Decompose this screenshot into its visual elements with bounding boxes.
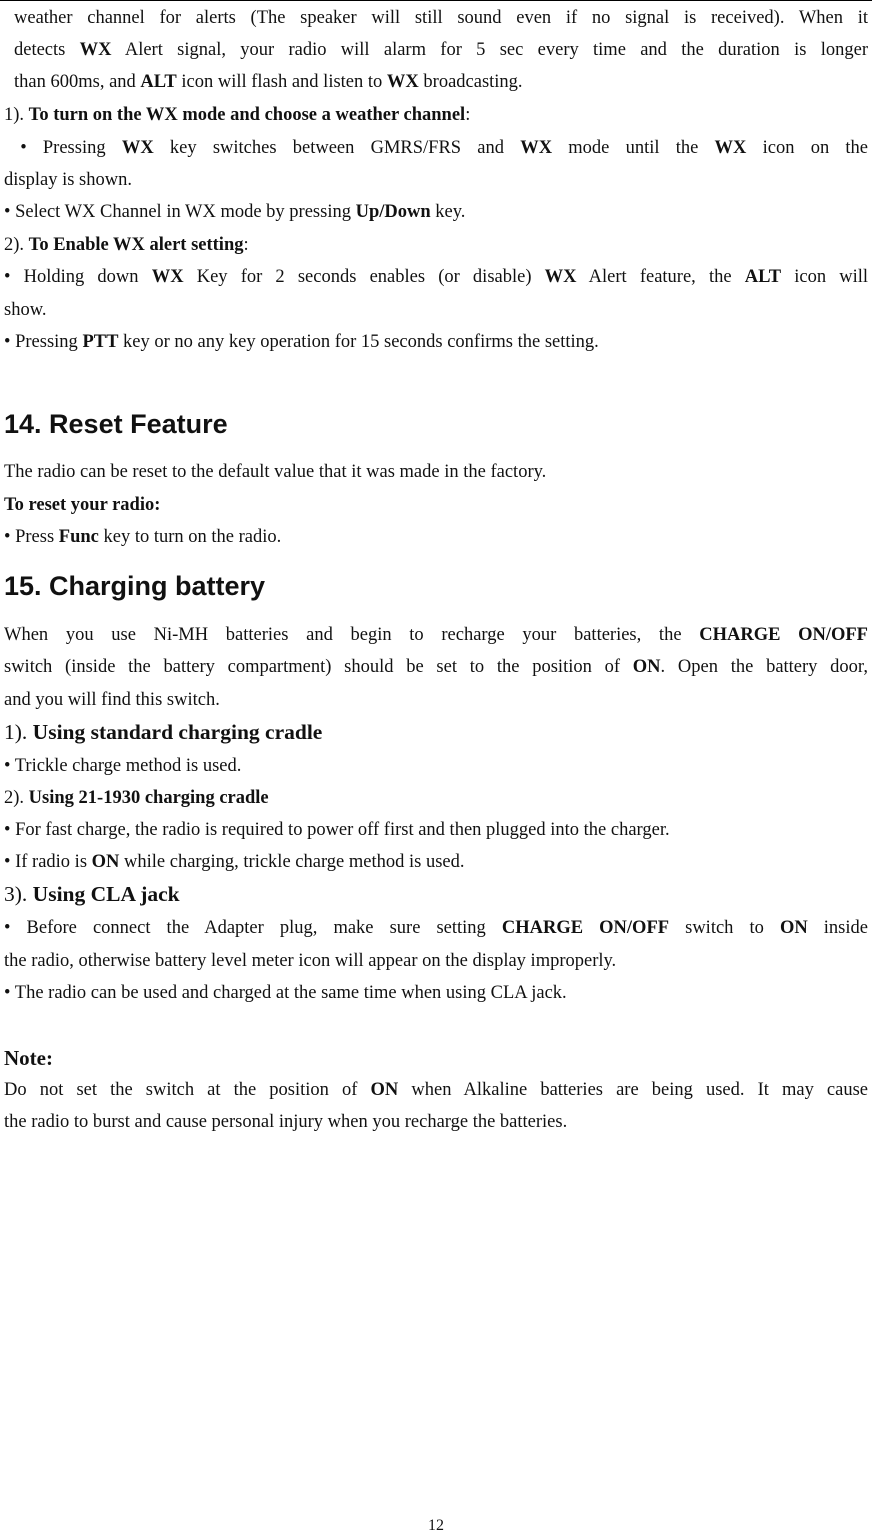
page-number: 12 [428, 1517, 444, 1534]
charge-paragraph-line-1: When you use Ni-MH batteries and begin to recharge your batteries, the CHARGE ON/OFF [4, 625, 868, 645]
intro-line-1: weather channel for alerts (The speaker will still sound even if no signal is received). When it [14, 8, 868, 28]
charge-paragraph-line-2: switch (inside the battery compartment) should be set to the position of ON. Open the battery door, [4, 657, 868, 677]
charge-step-2-bullet-1: • For fast charge, the radio is required to power off first and then plugged into the charger. [4, 820, 670, 840]
charge-step-3-bullet-1-cont: the radio, otherwise battery level meter icon will appear on the display improperly. [4, 951, 617, 971]
intro-line-2: detects WX Alert signal, your radio will alarm for 5 sec every time and the duration is longer [14, 40, 868, 60]
charge-step-1-title: 1). Using standard charging cradle [4, 720, 323, 744]
intro-line-3: than 600ms, and ALT icon will flash and listen to WX broadcasting. [14, 72, 523, 92]
wx-bullet-3-cont: show. [4, 300, 47, 320]
reset-paragraph: The radio can be reset to the default value that it was made in the factory. [4, 462, 547, 482]
wx-step-2-title: 2). To Enable WX alert setting: [4, 235, 249, 255]
top-rule [0, 0, 872, 1]
reset-heading: 14. Reset Feature [4, 409, 228, 439]
note-line-2: the radio to burst and cause personal injury when you recharge the batteries. [4, 1112, 568, 1132]
wx-bullet-1-cont: display is shown. [4, 170, 132, 190]
wx-bullet-1: • Pressing WX key switches between GMRS/FRS and WX mode until the WX icon on the [4, 138, 869, 158]
charge-step-2-bullet-2: • If radio is ON while charging, trickle charge method is used. [4, 852, 465, 872]
wx-bullet-3: • Holding down WX Key for 2 seconds enables (or disable) WX Alert feature, the ALT icon will [4, 267, 869, 287]
charge-heading: 15. Charging battery [4, 571, 266, 601]
charge-step-2-title: 2). Using 21-1930 charging cradle [4, 788, 269, 808]
wx-bullet-4: • Pressing PTT key or no any key operation for 15 seconds confirms the setting. [4, 332, 599, 352]
reset-bullet: • Press Func key to turn on the radio. [4, 527, 282, 547]
reset-subheading: To reset your radio: [4, 495, 161, 515]
charge-paragraph-line-3: and you will find this switch. [4, 690, 220, 710]
wx-bullet-2: • Select WX Channel in WX mode by pressing Up/Down key. [4, 202, 466, 222]
wx-step-1-title: 1). To turn on the WX mode and choose a weather channel: [4, 105, 471, 125]
charge-step-3-bullet-2: • The radio can be used and charged at the same time when using CLA jack. [4, 983, 567, 1003]
charge-step-3-bullet-1: • Before connect the Adapter plug, make sure setting CHARGE ON/OFF switch to ON inside [4, 918, 868, 938]
charge-step-3-title: 3). Using CLA jack [4, 882, 180, 906]
note-line-1: Do not set the switch at the position of ON when Alkaline batteries are being used. It may cause [4, 1080, 868, 1100]
note-title: Note: [4, 1046, 53, 1070]
charge-step-1-bullet: • Trickle charge method is used. [4, 756, 242, 776]
